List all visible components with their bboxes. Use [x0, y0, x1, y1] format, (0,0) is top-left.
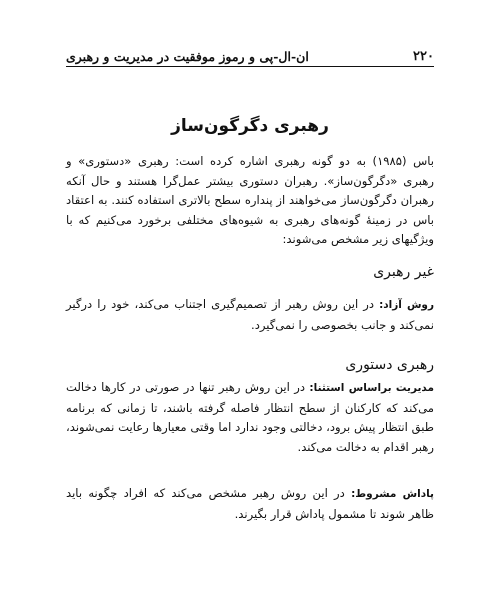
running-header-title: ان-ال-پی و رموز موفقیت در مدیریت و رهبری	[66, 49, 309, 64]
item-term: روش آزاد:	[379, 299, 435, 311]
item-text: در این روش رهبر از تصمیم‌گیری اجتناب می‌کند، خود را درگیر نمی‌کند و جانب بخصوصی را نمی‌گیرد.	[66, 297, 434, 332]
item-text: در این روش رهبر مشخص می‌کند که افراد چگونه باید ظاهر شوند تا مشمول پاداش قرار بگیرند.	[66, 486, 434, 521]
page-number: ۲۲۰	[413, 49, 434, 64]
section-heading-non-leadership: غیر رهبری	[373, 264, 434, 280]
item-term: پاداش مشروط:	[351, 488, 434, 500]
running-header	[66, 42, 434, 64]
header-rule	[66, 66, 434, 67]
chapter-title: رهبری دگرگون‌ساز	[171, 116, 329, 136]
list-item-management-by-exception	[66, 378, 434, 457]
item-text: در این روش رهبر تنها در صورتی در کارها دخالت می‌کند که کارکنان از سطح انتظار فاصله گرفته باشند، تا زمانی که برنامه طبق انتظار پیش برود، دخالتی وجود ندارد اما وقتی معیارها رعایت نمی‌شوند، رهبر اقدام به دخالت می‌کند.	[66, 380, 434, 454]
list-item-laissez-faire	[66, 295, 434, 335]
item-term: مدیریت براساس استثنا:	[309, 382, 434, 394]
section-heading-transactional: رهبری دستوری	[345, 357, 434, 373]
intro-paragraph: باس (۱۹۸۵) به دو گونه رهبری اشاره کرده است: رهبری «دستوری» و رهبری «دگرگون‌ساز». رهبران دستوری بیشتر عمل‌گرا هستند و حال آنکه رهبران دگرگون‌ساز می‌خواهند از پنداره سطح بالاتری استفاده کنند. به اعتقاد باس در زمینهٔ گونه‌های رهبری به شیوه‌های مختلفی برخورد می‌کنیم که با ویژگیهای زیر مشخص می‌شوند:	[66, 154, 434, 246]
list-item-contingent-reward	[66, 484, 434, 524]
